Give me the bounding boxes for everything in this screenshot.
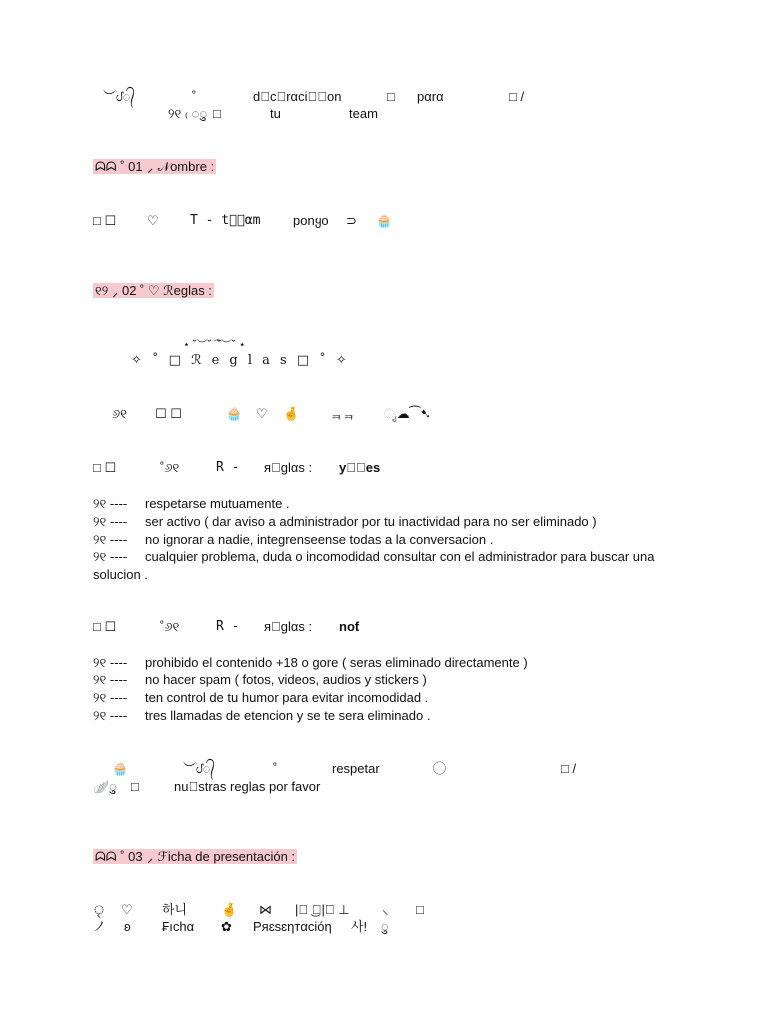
bow-icon: ⋈ <box>259 902 272 917</box>
reglas-icons-c: ᆿᆿ <box>330 406 356 421</box>
reglas-deco-1: ⋆ ˘︶˘ ͡ ˘︶˘ ⋆ <box>183 339 246 351</box>
cupcake-icon: 🧁 <box>226 406 243 421</box>
list-text: cualquier problema, duda o incomodidad consultar con el administrador para buscar una <box>145 549 655 564</box>
wing-icon: 🪽◌ु <box>93 779 117 794</box>
list-continuation: solucion . <box>93 567 148 582</box>
header-end: □ / <box>509 89 525 104</box>
list-bullet: ୨୧ ---- <box>93 532 128 547</box>
ficha-line-2 <box>0 918 768 935</box>
yes-r: R - <box>216 460 240 475</box>
list-item <box>93 654 528 671</box>
header-box-2: □ <box>213 106 221 121</box>
not-deco: ˚୬୧ <box>160 619 180 634</box>
not-boxes: □ ☐ <box>93 619 117 634</box>
ficha-c: ⸜ <box>382 902 389 917</box>
ficha-b: |⃝ ͜⃝|⃝ ⊥ <box>295 902 350 917</box>
header-para: pαrα <box>417 89 444 104</box>
header-tu: tu <box>270 106 281 121</box>
yes-boxes: □ ☐ <box>93 460 117 475</box>
team-ponyo: ponყo <box>293 213 329 228</box>
header-kaomoji: ︶ᦔ᭄ <box>103 89 135 104</box>
list-bullet: ୨୧ ---- <box>93 655 128 670</box>
respect-end: □ / <box>561 761 577 776</box>
yes-label: y⃝⃝es <box>339 460 381 475</box>
list-bullet: ୨୧ ---- <box>93 708 128 723</box>
reglas-icons-line <box>0 405 768 422</box>
cupcake-icon: 🧁 <box>376 213 393 228</box>
section-01-heading <box>93 158 216 175</box>
ficha-box: □ <box>416 902 424 917</box>
section-02-heading-text: ୧୨ ⸝ 02 ˚ ♡ ℛeglas : <box>95 283 212 298</box>
list-item <box>93 671 427 688</box>
presentacion-word: Pяɛsɛηтαcióη <box>253 919 332 934</box>
yes-reglas: я⃝glαs : <box>264 460 313 475</box>
list-bullet: ୨୧ ---- <box>93 549 128 564</box>
respect-line-2 <box>0 778 768 795</box>
heart-icon: ♡ <box>256 406 268 421</box>
cupcake-icon: 🧁 <box>112 761 129 776</box>
header-decoracion: d⃝c⃝rαci⃝⃝on <box>253 89 342 104</box>
yes-deco: ˚୬୧ <box>160 460 180 475</box>
crossed-fingers-icon: 🤞 <box>221 902 238 917</box>
respect-line-1 <box>0 760 768 777</box>
respect-kaomoji: ︶ᦔ᭄ <box>183 761 215 776</box>
ficha-word: ₣ıchα <box>162 919 195 934</box>
section-03-heading-text: ᗣᗣ ˚ 03 ⸝ ℱicha de presentación : <box>95 849 296 864</box>
header-line-1 <box>0 88 768 105</box>
list-text: ser activo ( dar aviso a administrador por tu inactividad para no ser eliminado ) <box>145 514 597 529</box>
ficha-excl: 사! <box>351 919 368 934</box>
list-item <box>93 513 597 530</box>
list-item <box>93 548 654 565</box>
ficha-line2-b: ʚ <box>124 919 131 934</box>
list-item <box>93 689 428 706</box>
reglas-icons-a: ୬୧ <box>112 406 127 421</box>
header-glyph: ୨୧ ₍ ◌ु <box>168 106 208 121</box>
respect-star: ˚ <box>273 761 278 776</box>
list-text: tres llamadas de etencion y se te sera eliminado . <box>145 708 431 723</box>
respect-box: □ <box>131 779 139 794</box>
crossed-fingers-icon: 🤞 <box>283 406 300 421</box>
list-bullet: ୨୧ ---- <box>93 672 128 687</box>
list-item <box>93 707 430 724</box>
header-line-2 <box>0 105 768 122</box>
ficha-line2-a: ノ <box>93 919 107 934</box>
reglas-icons-d: ೃ☁︎⁀➷ <box>384 406 431 421</box>
flower-icon: ✿ <box>221 919 232 934</box>
heart-icon: ♡ <box>147 213 159 228</box>
list-text: no ignorar a nadie, integrenseense todas a la conversacion . <box>145 532 494 547</box>
yes-title-line <box>0 459 768 476</box>
not-r: R - <box>216 619 240 634</box>
list-text: respetarse mutuamente . <box>145 496 290 511</box>
list-item <box>93 531 493 548</box>
section-03-heading <box>93 848 297 865</box>
not-reglas: я⃝glαs : <box>264 619 313 634</box>
list-bullet: ୨୧ ---- <box>93 514 128 529</box>
reglas-icons-boxes: ☐ ☐ <box>155 406 182 421</box>
ficha-line-1 <box>0 901 768 918</box>
team-name-line <box>0 212 768 229</box>
header-box: □ <box>387 89 395 104</box>
not-title-line <box>0 618 768 635</box>
list-text: ten control de tu humor para evitar incomodidad . <box>145 690 429 705</box>
header-star: ˚ <box>192 89 197 104</box>
ficha-end: ◌ु <box>381 919 389 934</box>
header-team: team <box>349 106 378 121</box>
section-01-heading-text: ᗣᗣ ˚ 01 ⸝ 𝒩ombre : <box>95 159 215 174</box>
ficha-a: ৃ <box>93 902 106 917</box>
list-text: prohibido el contenido +18 o gore ( seras eliminado directamente ) <box>145 655 528 670</box>
ficha-korean: 하니 <box>162 902 188 917</box>
respect-word: respetar <box>332 761 380 776</box>
list-text: no hacer spam ( fotos, videos, audios y stickers ) <box>145 672 427 687</box>
team-word: T - t⃝⃝αm <box>190 213 261 228</box>
respect-text: nu⃝stras reglas por favor <box>174 779 321 794</box>
not-label: noƭ <box>339 619 360 634</box>
list-bullet: ୨୧ ---- <box>93 690 128 705</box>
list-bullet: ୨୧ ---- <box>93 496 128 511</box>
arrow-icon: ⊃ <box>346 213 357 228</box>
heart-icon: ♡ <box>121 902 133 917</box>
list-item <box>93 495 290 512</box>
team-boxes: □ ☐ <box>93 213 117 228</box>
reglas-deco-2: ✧ ˚ □ ℛ e g l a s □ ˚ ✧ <box>131 353 350 368</box>
section-02-heading <box>93 282 214 299</box>
